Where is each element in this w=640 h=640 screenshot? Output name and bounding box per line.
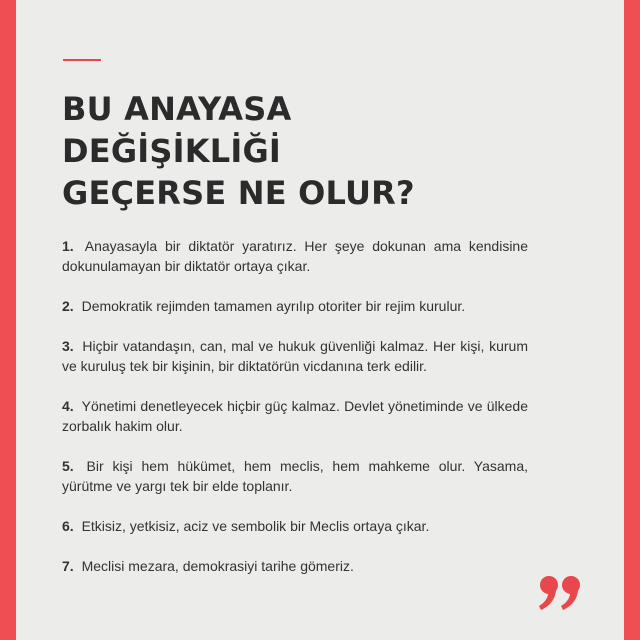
content-card [16,0,624,640]
list-item [62,516,528,536]
accent-divider [63,59,101,61]
item-number: 1. [62,238,74,254]
page-title [62,88,582,214]
item-number: 2. [62,298,74,314]
list-item [62,556,528,576]
title-line-2: DEĞİŞİKLİĞİ [62,132,282,170]
item-text: Bir kişi hem hükümet, hem meclis, hem mahkeme olur. Yasama, yürütme ve yargı tek bir elde toplanır. [62,458,528,494]
item-number: 4. [62,398,74,414]
item-number: 6. [62,518,74,534]
title-line-1: BU ANAYASA [62,90,292,128]
item-text: Demokratik rejimden tamamen ayrılıp otoriter bir rejim kurulur. [81,298,466,314]
consequence-list [62,236,528,596]
item-number: 5. [62,458,74,474]
list-item [62,396,528,436]
item-text: Hiçbir vatandaşın, can, mal ve hukuk güvenliği kalmaz. Her kişi, kurum ve kuruluş tek bir kişinin, bir diktatörün vicdanına terk edilir. [62,338,529,374]
list-item [62,456,528,496]
item-text: Meclisi mezara, demokrasiyi tarihe gömeriz. [81,558,354,574]
list-item [62,336,528,376]
list-item [62,296,528,316]
item-text: Anayasayla bir diktatör yaratırız. Her şeye dokunan ama kendisine dokunulamayan bir diktatör ortaya çıkar. [62,238,529,274]
closing-quote-icon [536,572,586,622]
item-text: Yönetimi denetleyecek hiçbir güç kalmaz. Devlet yönetiminde ve ülkede zorbalık hakim olur. [62,398,528,434]
item-number: 3. [62,338,74,354]
list-item [62,236,528,276]
item-number: 7. [62,558,74,574]
title-line-3: GEÇERSE NE OLUR? [62,174,415,212]
item-text: Etkisiz, yetkisiz, aciz ve sembolik bir Meclis ortaya çıkar. [81,518,430,534]
